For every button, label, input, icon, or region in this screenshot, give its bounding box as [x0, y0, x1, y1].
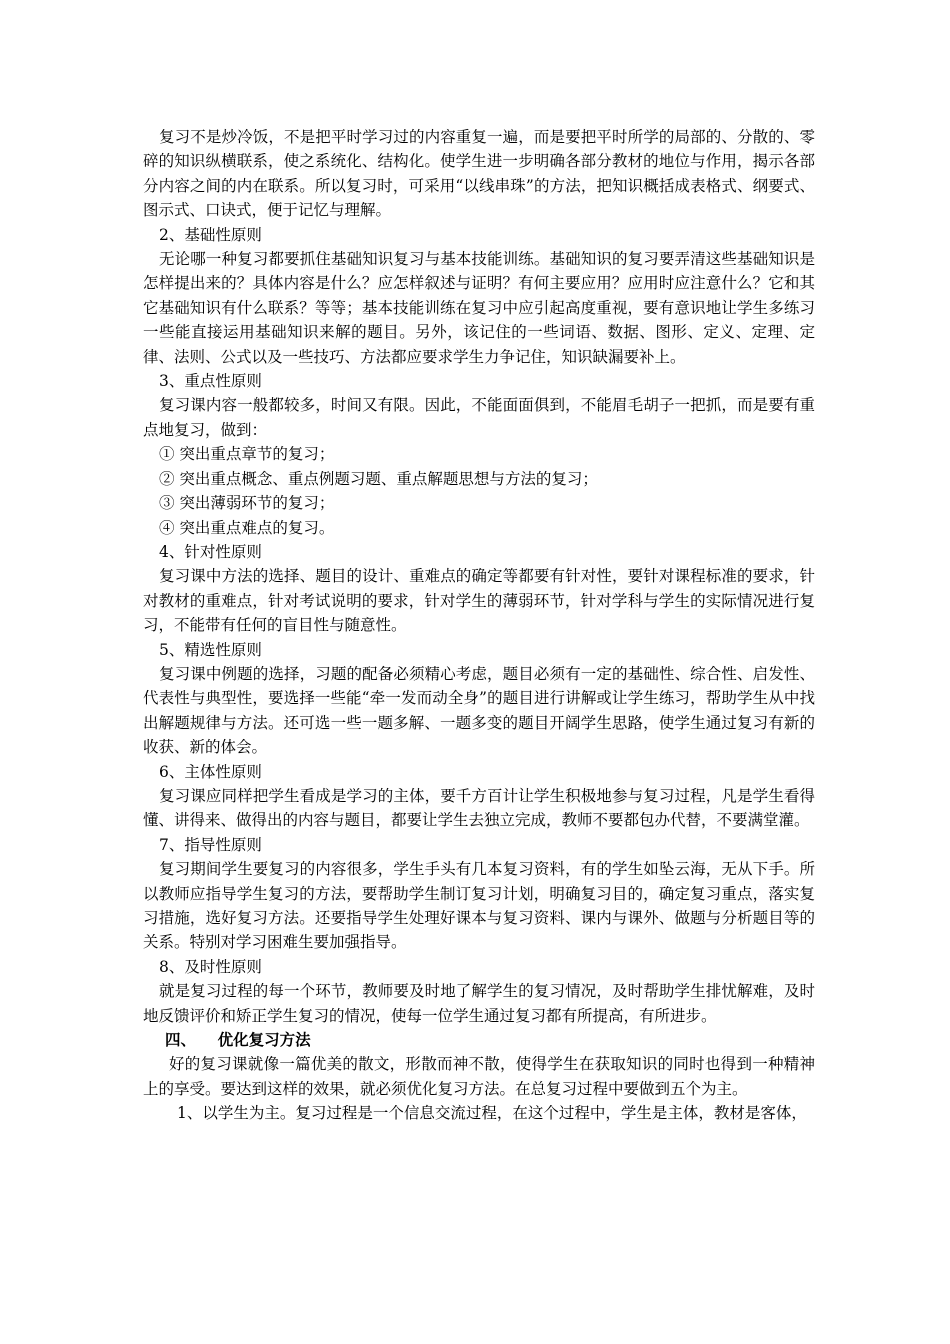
paragraph-review-intro: 复习不是炒冷饭，不是把平时学习过的内容重复一遍，而是要把平时所学的局部的、分散的、零碎的知识纵横联系，使之系统化、结构化。使学生进一步明确各部分教材的地位与作用，揭示各部分内容之间的内在联系。所以复习时，可采用“以线串珠”的方法，把知识概括成表格式、纲要式、图示式、口诀式，便于记忆与理解。 — [143, 128, 815, 220]
heading-timely-principle: 8、及时性原则 — [159, 957, 262, 976]
list-item: ③ 突出薄弱环节的复习； — [159, 494, 335, 513]
document-page — [143, 125, 815, 1126]
heading-targeted-principle: 4、针对性原则 — [159, 542, 262, 561]
paragraph-student-centered: 1、以学生为主。复习过程是一个信息交流过程，在这个过程中，学生是主体，教材是客体， — [177, 1104, 807, 1123]
paragraph-optimize-methods: 好的复习课就像一篇优美的散文，形散而神不散，使得学生在获取知识的同时也得到一种精神上的享受。要达到这样的效果，就必须优化复习方法。在总复习过程中要做到五个为主。 — [143, 1055, 815, 1098]
paragraph-subject-principle: 复习课应同样把学生看成是学习的主体，要千方百计让学生积极地参与复习过程，凡是学生看得懂、讲得来、做得出的内容与题目，都要让学生去独立完成，教师不要都包办代替，不要满堂灌。 — [143, 786, 815, 830]
list-item: ② 突出重点概念、重点例题习题、重点解题思想与方法的复习； — [159, 469, 598, 488]
heading-key-principle: 3、重点性原则 — [159, 372, 262, 391]
heading-guidance-principle: 7、指导性原则 — [159, 835, 262, 854]
heading-selective-principle: 5、精选性原则 — [159, 640, 262, 659]
paragraph-targeted-principle: 复习课中方法的选择、题目的设计、重难点的确定等都要有针对性，要针对课程标准的要求，针对教材的重难点，针对考试说明的要求，针对学生的薄弱环节，针对学科与学生的实际情况进行复习，不能带有任何的盲目性与随意性。 — [143, 567, 815, 635]
paragraph-guidance-principle: 复习期间学生要复习的内容很多，学生手头有几本复习资料，有的学生如坠云海，无从下手。所以教师应指导学生复习的方法，要帮助学生制订复习计划，明确复习目的，确定复习重点，落实复习措施，选好复习方法。还要指导学生处理好课本与复习资料、课内与课外、做题与分析题目等的关系。特别对学习困难生要加强指导。 — [143, 860, 815, 952]
paragraph-timely-principle: 就是复习过程的每一个环节，教师要及时地了解学生的复习情况，及时帮助学生排忧解难，及时地反馈评价和矫正学生复习的情况，使每一位学生通过复习都有所提高，有所进步。 — [143, 982, 815, 1025]
heading-subject-principle: 6、主体性原则 — [159, 762, 262, 781]
paragraph-key-principle: 复习课内容一般都较多，时间又有限。因此，不能面面俱到，不能眉毛胡子一把抓，而是要有重点地复习，做到： — [143, 396, 815, 439]
paragraph-basic-principle: 无论哪一种复习都要抓住基础知识复习与基本技能训练。基础知识的复习要弄清这些基础知识是怎样提出来的？具体内容是什么？应怎样叙述与证明？有何主要应用？应用时应注意什么？它和其它基础知识有什么联系？等等；基本技能训练在复习中应引起高度重视，要有意识地让学生多练习一些能直接运用基础知识来解的题目。另外，该记住的一些词语、数据、图形、定义、定理、定律、法则、公式以及一些技巧、方法都应要求学生力争记住，知识缺漏要补上。 — [143, 250, 815, 366]
section-heading-optimize-methods: 四、 优化复习方法 — [165, 1030, 311, 1050]
list-item: ④ 突出重点难点的复习。 — [159, 518, 335, 537]
heading-basic-principle: 2、基础性原则 — [159, 225, 262, 244]
list-item: ① 突出重点章节的复习； — [159, 445, 335, 464]
paragraph-selective-principle: 复习课中例题的选择，习题的配备必须精心考虑，题目必须有一定的基础性、综合性、启发性、代表性与典型性，要选择一些能“牵一发而动全身”的题目进行讲解或让学生练习，帮助学生从中找出解题规律与方法。还可选一些一题多解、一题多变的题目开阔学生思路，使学生通过复习有新的收获、新的体会。 — [143, 664, 815, 757]
